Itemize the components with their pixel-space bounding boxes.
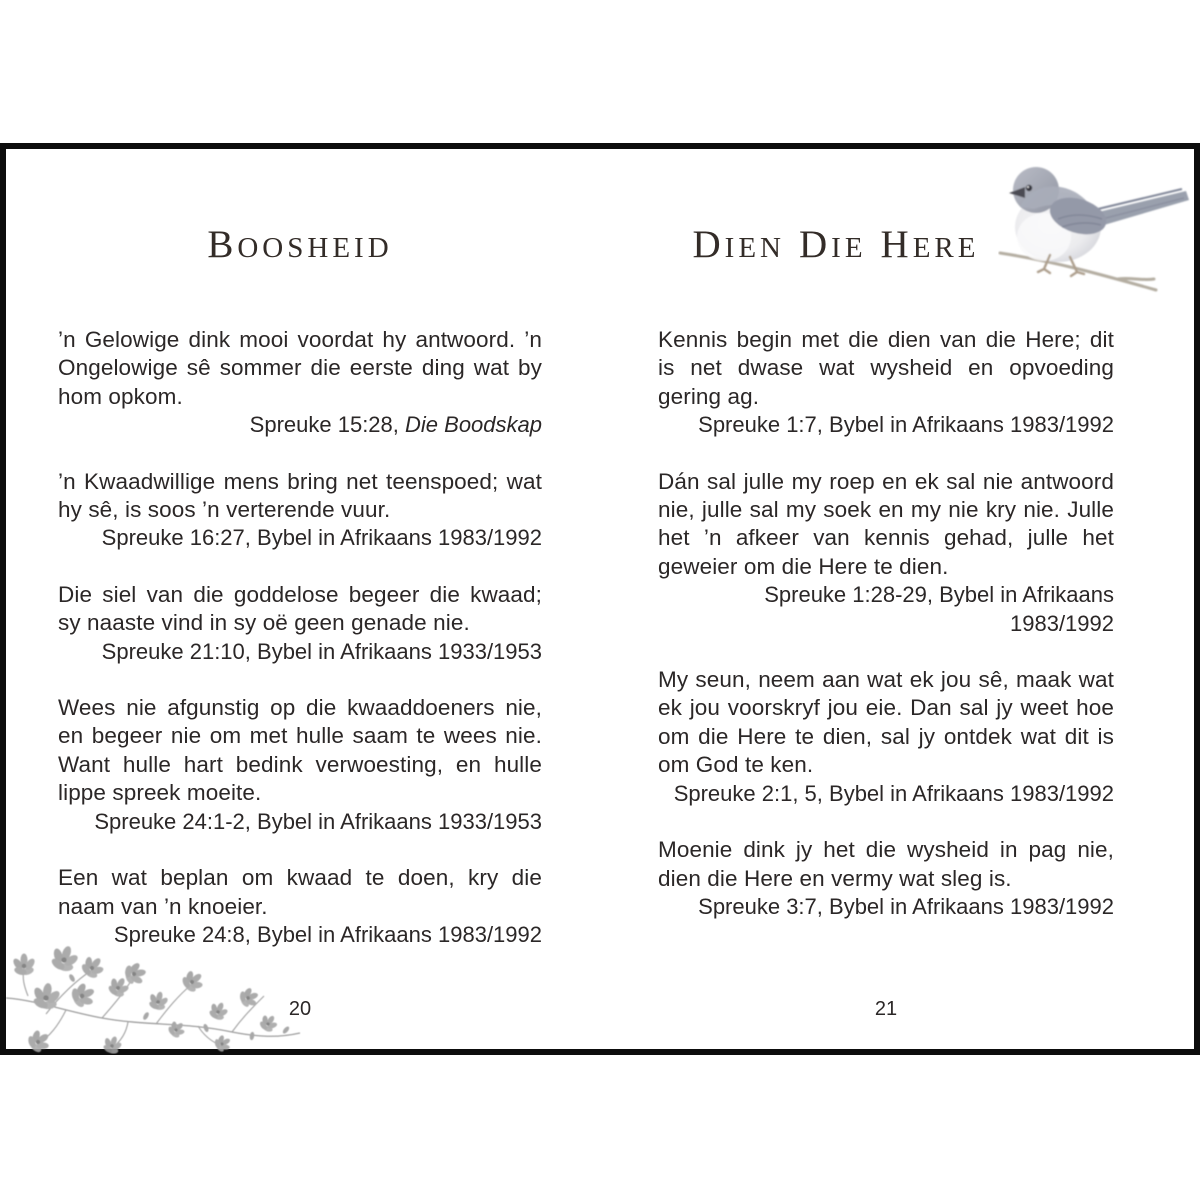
title-word: DIE	[799, 223, 867, 266]
citation-reference: Spreuke 1:28-29,	[764, 582, 940, 608]
verse-entry	[658, 666, 1114, 808]
title-word: BOOSHEID	[207, 223, 393, 266]
citation-source: Bybel in Afrikaans 1983/1992	[939, 582, 1114, 636]
verse-text: Moenie dink jy het die wysheid in pag nie, dien die Here en vermy wat sleg is.	[658, 837, 1114, 891]
verse-citation	[58, 411, 542, 439]
page-left	[58, 149, 542, 1049]
citation-reference: Spreuke 3:7,	[698, 893, 830, 919]
verse-entry	[58, 326, 542, 440]
verse-entry	[58, 694, 542, 836]
verse-text: Kennis begin met die dien van die Here; dit is net dwase wat wysheid en opvoeding gering ag.	[658, 327, 1114, 409]
verse-citation	[58, 524, 542, 552]
verse-text: My seun, neem aan wat ek jou sê, maak wat ek jou voorskryf jou eie. Dan sal jy weet hoe om die Here te dien, sal jy ontdek wat dit is om God te ken.	[658, 667, 1114, 778]
verse-citation	[58, 808, 542, 836]
verse-entry	[58, 581, 542, 666]
page-number: 20	[288, 998, 312, 1020]
citation-source: Die Boodskap	[405, 412, 542, 438]
verse-list	[58, 326, 542, 949]
eye	[1026, 185, 1032, 191]
citation-reference: Spreuke 16:27,	[101, 525, 258, 551]
verse-text: Die siel van die goddelose begeer die kwaad; sy naaste vind in sy oë geen genade nie.	[58, 581, 542, 636]
citation-source: Bybel in Afrikaans 1983/1992	[257, 921, 542, 947]
verse-text: ’n Gelowige dink mooi voordat hy antwoord. ’n Ongelowige sê sommer die eerste ding wat by hom opkom.	[58, 327, 542, 409]
citation-reference: Spreuke 15:28,	[249, 412, 406, 438]
verse-citation	[658, 581, 1114, 638]
verse-citation	[58, 638, 542, 666]
title-word: DIEN	[692, 223, 785, 266]
title-word: HERE	[880, 223, 980, 266]
verse-text: Dán sal julle my roep en ek sal nie antwoord nie, julle sal my soek en my nie kry nie. Julle het ’n afkeer van kennis gehad, julle het geweier om die Here te dien.	[658, 468, 1114, 579]
citation-reference: Spreuke 24:1-2,	[94, 808, 258, 834]
verse-citation	[658, 411, 1114, 439]
tail-feathers	[1094, 191, 1189, 225]
citation-reference: Spreuke 1:7,	[698, 412, 830, 438]
citation-reference: Spreuke 24:8,	[113, 921, 258, 947]
page-title	[58, 149, 542, 267]
verse-entry	[58, 864, 542, 949]
verse-citation	[658, 893, 1114, 921]
verse-text: Wees nie afgunstig op die kwaaddoeners nie, en begeer nie om met hulle saam te wees nie. Want hulle hart bedink verwoesting, en hulle lippe spreek moeite.	[58, 695, 542, 806]
verse-text: ’n Kwaadwillige mens bring net teenspoed; wat hy sê, is soos ’n verterende vuur.	[58, 468, 542, 523]
verse-citation	[658, 780, 1114, 808]
page-number: 21	[874, 998, 898, 1020]
book-spread	[0, 143, 1200, 1055]
citation-reference: Spreuke 2:1, 5,	[673, 780, 830, 806]
verse-list	[658, 326, 1114, 921]
citation-source: Bybel in Afrikaans 1933/1953	[257, 808, 542, 834]
verse-entry	[658, 836, 1114, 921]
citation-source: Bybel in Afrikaans 1983/1992	[829, 893, 1114, 919]
verse-entry	[658, 468, 1114, 638]
citation-source: Bybel in Afrikaans 1933/1953	[257, 638, 542, 664]
citation-source: Bybel in Afrikaans 1983/1992	[829, 412, 1114, 438]
page-title	[608, 149, 1064, 267]
verse-entry	[658, 326, 1114, 440]
verse-entry	[58, 468, 542, 553]
bird-illustration	[998, 157, 1196, 293]
citation-source: Bybel in Afrikaans 1983/1992	[257, 525, 542, 551]
citation-reference: Spreuke 21:10,	[101, 638, 258, 664]
verse-text: Een wat beplan om kwaad te doen, kry die naam van ’n knoeier.	[58, 865, 542, 919]
citation-source: Bybel in Afrikaans 1983/1992	[829, 780, 1114, 806]
floral-illustration	[6, 938, 304, 1054]
